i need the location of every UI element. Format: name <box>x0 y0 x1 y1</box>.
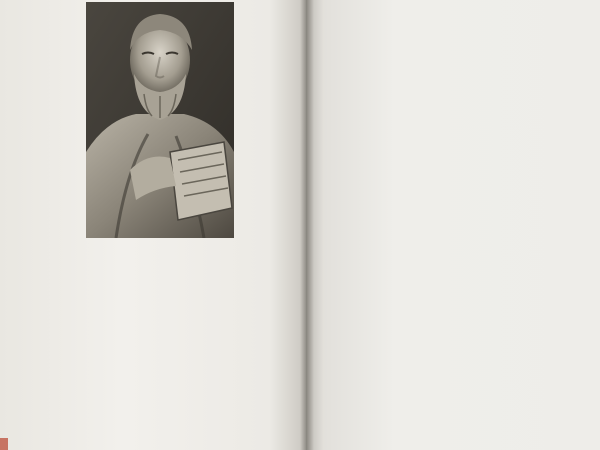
page-edge-mark <box>0 438 8 450</box>
bas-relief-image <box>86 2 234 238</box>
right-page <box>306 0 600 450</box>
